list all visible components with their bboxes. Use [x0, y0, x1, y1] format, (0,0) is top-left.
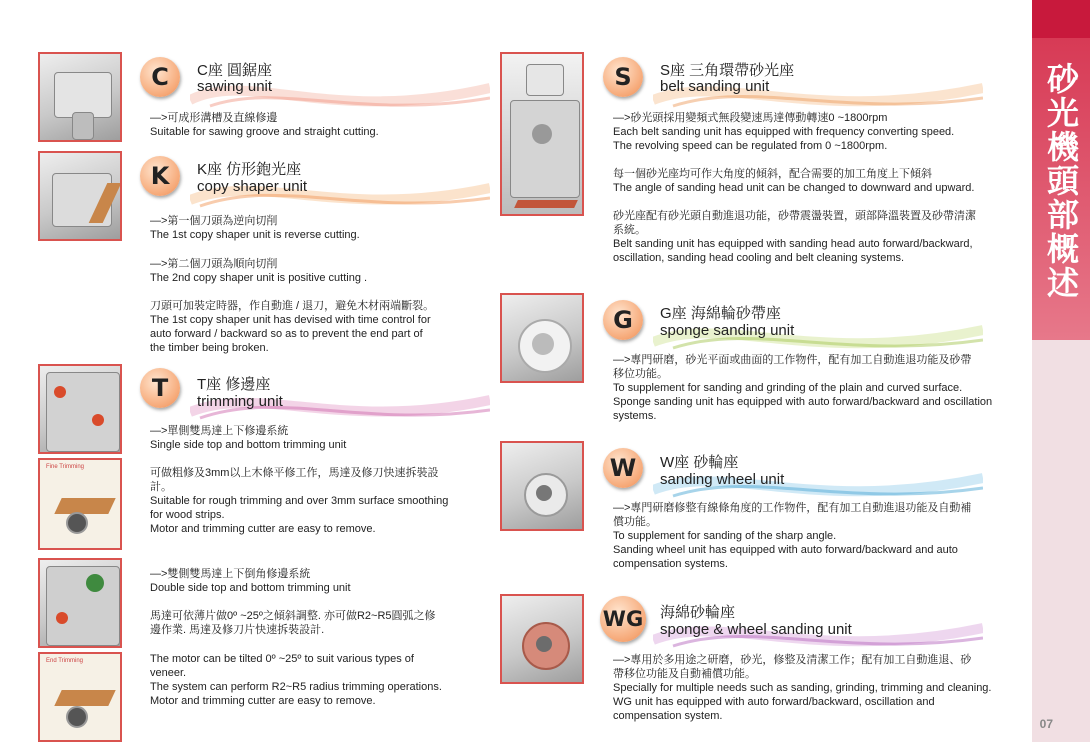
text-line: To supplement for sanding and grinding of the plain and curved surface. — [613, 382, 963, 394]
unit-s-title-zh: S座 三角環帶砂光座 — [660, 62, 795, 79]
text-line: The system can perform R2~R5 radius trimming operations. — [150, 681, 442, 693]
unit-s-title-en: belt sanding unit — [660, 78, 770, 95]
text-line: WG unit has equipped with auto forward/backward, oscillation and — [613, 696, 935, 708]
unit-g-title-zh: G座 海綿輪砂帶座 — [660, 305, 781, 322]
unit-wg-title-en: sponge & wheel sanding unit — [660, 621, 852, 638]
text-line: 每一個砂光座均可作大角度的傾斜，配合需要的加工角度上下傾斜 — [613, 168, 932, 180]
sawing-unit-photo — [38, 52, 122, 142]
text-line: —>專門研磨修整有線條角度的工作物件，配有加工自動進退功能及自動補 — [613, 502, 972, 514]
unit-wg-desc — [613, 653, 992, 723]
fine-trimming-caption: Fine Trimming — [46, 464, 85, 470]
unit-s-desc-3 — [613, 209, 976, 265]
sponge-wheel-unit-photo — [500, 594, 584, 684]
text-line: Motor and trimming cutter are easy to remove. — [150, 523, 376, 535]
text-line: The 2nd copy shaper unit is positive cutting . — [150, 272, 368, 284]
text-line: The angle of sanding head unit can be changed to downward and upward. — [613, 182, 975, 194]
sidebar-title: 砂光機頭部概述 — [1042, 62, 1080, 300]
sanding-wheel-unit-photo — [500, 441, 584, 531]
text-line: Suitable for sawing groove and straight cutting. — [150, 126, 379, 138]
end-trimming-caption: End Trimming — [46, 658, 84, 664]
text-line: Single side top and bottom trimming unit — [150, 439, 347, 451]
unit-w-title-zh: W座 砂輪座 — [660, 454, 739, 471]
text-line: 邊作業. 馬達及修刀片快速拆裝設計. — [150, 624, 325, 636]
unit-t-desc-1 — [150, 424, 346, 452]
unit-w-desc — [613, 501, 971, 571]
trimming-unit-photo — [38, 364, 122, 454]
unit-g-badge: G — [603, 300, 643, 340]
unit-c-badge: C — [140, 57, 180, 97]
text-line: compensation system. — [613, 710, 723, 722]
text-line: 刀頭可加裝定時器，作自動進 / 退刀，避免木材兩端斷裂。 — [150, 300, 435, 312]
unit-k-badge: K — [140, 156, 180, 196]
unit-t-desc-2 — [150, 466, 448, 536]
page-number: 07 — [1039, 717, 1053, 731]
unit-t-desc-3 — [150, 567, 351, 595]
text-line: 償功能。 — [613, 516, 657, 528]
text-line: —>可成形溝槽及直線修邊 — [150, 112, 278, 124]
text-line: auto forward / backward so as to prevent the end part of — [150, 328, 423, 340]
text-line: for wood strips. — [150, 509, 225, 521]
copy-shaper-unit-photo — [38, 151, 122, 241]
unit-t-badge: T — [140, 368, 180, 408]
unit-k-desc-3 — [150, 299, 434, 355]
text-line: Specially for multiple needs such as sanding, grinding, trimming and cleaning. — [613, 682, 992, 694]
sponge-sanding-unit-photo — [500, 293, 584, 383]
belt-sanding-unit-photo — [500, 52, 584, 216]
unit-w-title-en: sanding wheel unit — [660, 471, 785, 488]
unit-wg-badge: WG — [600, 596, 646, 642]
unit-c-desc — [150, 111, 379, 139]
text-line: The 1st copy shaper unit has devised with time control for — [150, 314, 431, 326]
unit-wg-title-zh: 海綿砂輪座 — [660, 604, 736, 621]
text-line: —>第一個刀頭為逆向切削 — [150, 215, 278, 227]
text-line: veneer. — [150, 667, 187, 679]
text-line: oscillation, sanding head cooling and belt cleaning systems. — [613, 252, 905, 264]
text-line: Belt sanding unit has equipped with sanding head auto forward/backward, — [613, 238, 973, 250]
text-line: —>第二個刀頭為順向切削 — [150, 258, 278, 270]
unit-w-badge: W — [603, 448, 643, 488]
unit-s-desc-1 — [613, 111, 954, 153]
sidebar-top-bar — [1032, 0, 1090, 38]
text-line: —>專用於多用途之研磨，砂光，修整及清潔工作；配有加工自動進退、砂 — [613, 654, 972, 666]
text-line: Sanding wheel unit has equipped with auto forward/backward and auto — [613, 544, 958, 556]
unit-k-title-en: copy shaper unit — [197, 178, 308, 195]
text-line: 馬達可依薄片做0º ~25º之傾斜調整. 亦可做R2~R5圓弧之修 — [150, 610, 436, 622]
unit-s-badge: S — [603, 57, 643, 97]
unit-s-desc-2 — [613, 167, 974, 195]
text-line: systems. — [613, 410, 657, 422]
unit-c-title-zh: C座 圓鋸座 — [197, 62, 273, 79]
unit-t-title-en: trimming unit — [197, 393, 283, 410]
text-line: —>單側雙馬達上下修邊系統 — [150, 425, 289, 437]
text-line: 帶移位功能及自動補償功能。 — [613, 668, 756, 680]
text-line: the timber being broken. — [150, 342, 269, 354]
unit-k-title-zh: K座 仿形鉋光座 — [197, 161, 302, 178]
unit-t-desc-5 — [150, 652, 442, 708]
end-trimming-diagram — [38, 652, 122, 742]
text-line: Suitable for rough trimming and over 3mm surface smoothing — [150, 495, 449, 507]
fine-trimming-diagram — [38, 458, 122, 550]
text-line: 可做粗修及3mm以上木條平修工作，馬達及修刀快速拆裝設 — [150, 467, 439, 479]
unit-g-desc — [613, 353, 992, 423]
text-line: To supplement for sanding of the sharp angle. — [613, 530, 837, 542]
text-line: —>砂光頭採用變頻式無段變速馬達傳動轉速0 ~1800rpm — [613, 112, 888, 124]
text-line: Each belt sanding unit has equipped with frequency converting speed. — [613, 126, 955, 138]
unit-c-title-en: sawing unit — [197, 78, 273, 95]
text-line: The motor can be tilted 0º ~25º to suit various types of — [150, 653, 414, 665]
text-line: Double side top and bottom trimming unit — [150, 582, 351, 594]
text-line: Sponge sanding unit has equipped with auto forward/backward and oscillation — [613, 396, 993, 408]
text-line: 移位功能。 — [613, 368, 668, 380]
text-line: 計。 — [150, 481, 172, 493]
unit-k-desc-2 — [150, 257, 367, 285]
unit-t-desc-4 — [150, 609, 436, 637]
text-line: 系統。 — [613, 224, 646, 236]
unit-t-title-zh: T座 修邊座 — [197, 376, 271, 393]
chapter-sidebar — [1032, 0, 1090, 742]
unit-k-desc-1 — [150, 214, 360, 242]
text-line: Motor and trimming cutter are easy to remove. — [150, 695, 376, 707]
text-line: compensation systems. — [613, 558, 728, 570]
text-line: The revolving speed can be regulated from 0 ~1800rpm. — [613, 140, 888, 152]
text-line: —>專門研磨，砂光平面或曲面的工作物件，配有加工自動進退功能及砂帶 — [613, 354, 972, 366]
text-line: The 1st copy shaper unit is reverse cutting. — [150, 229, 360, 241]
text-line: 砂光座配有砂光頭自動進退功能，砂帶震盪裝置，頭部降溫裝置及砂帶清潔 — [613, 210, 976, 222]
unit-g-title-en: sponge sanding unit — [660, 322, 795, 339]
double-trimming-photo — [38, 558, 122, 648]
text-line: —>雙側雙馬達上下倒角修邊系統 — [150, 568, 311, 580]
